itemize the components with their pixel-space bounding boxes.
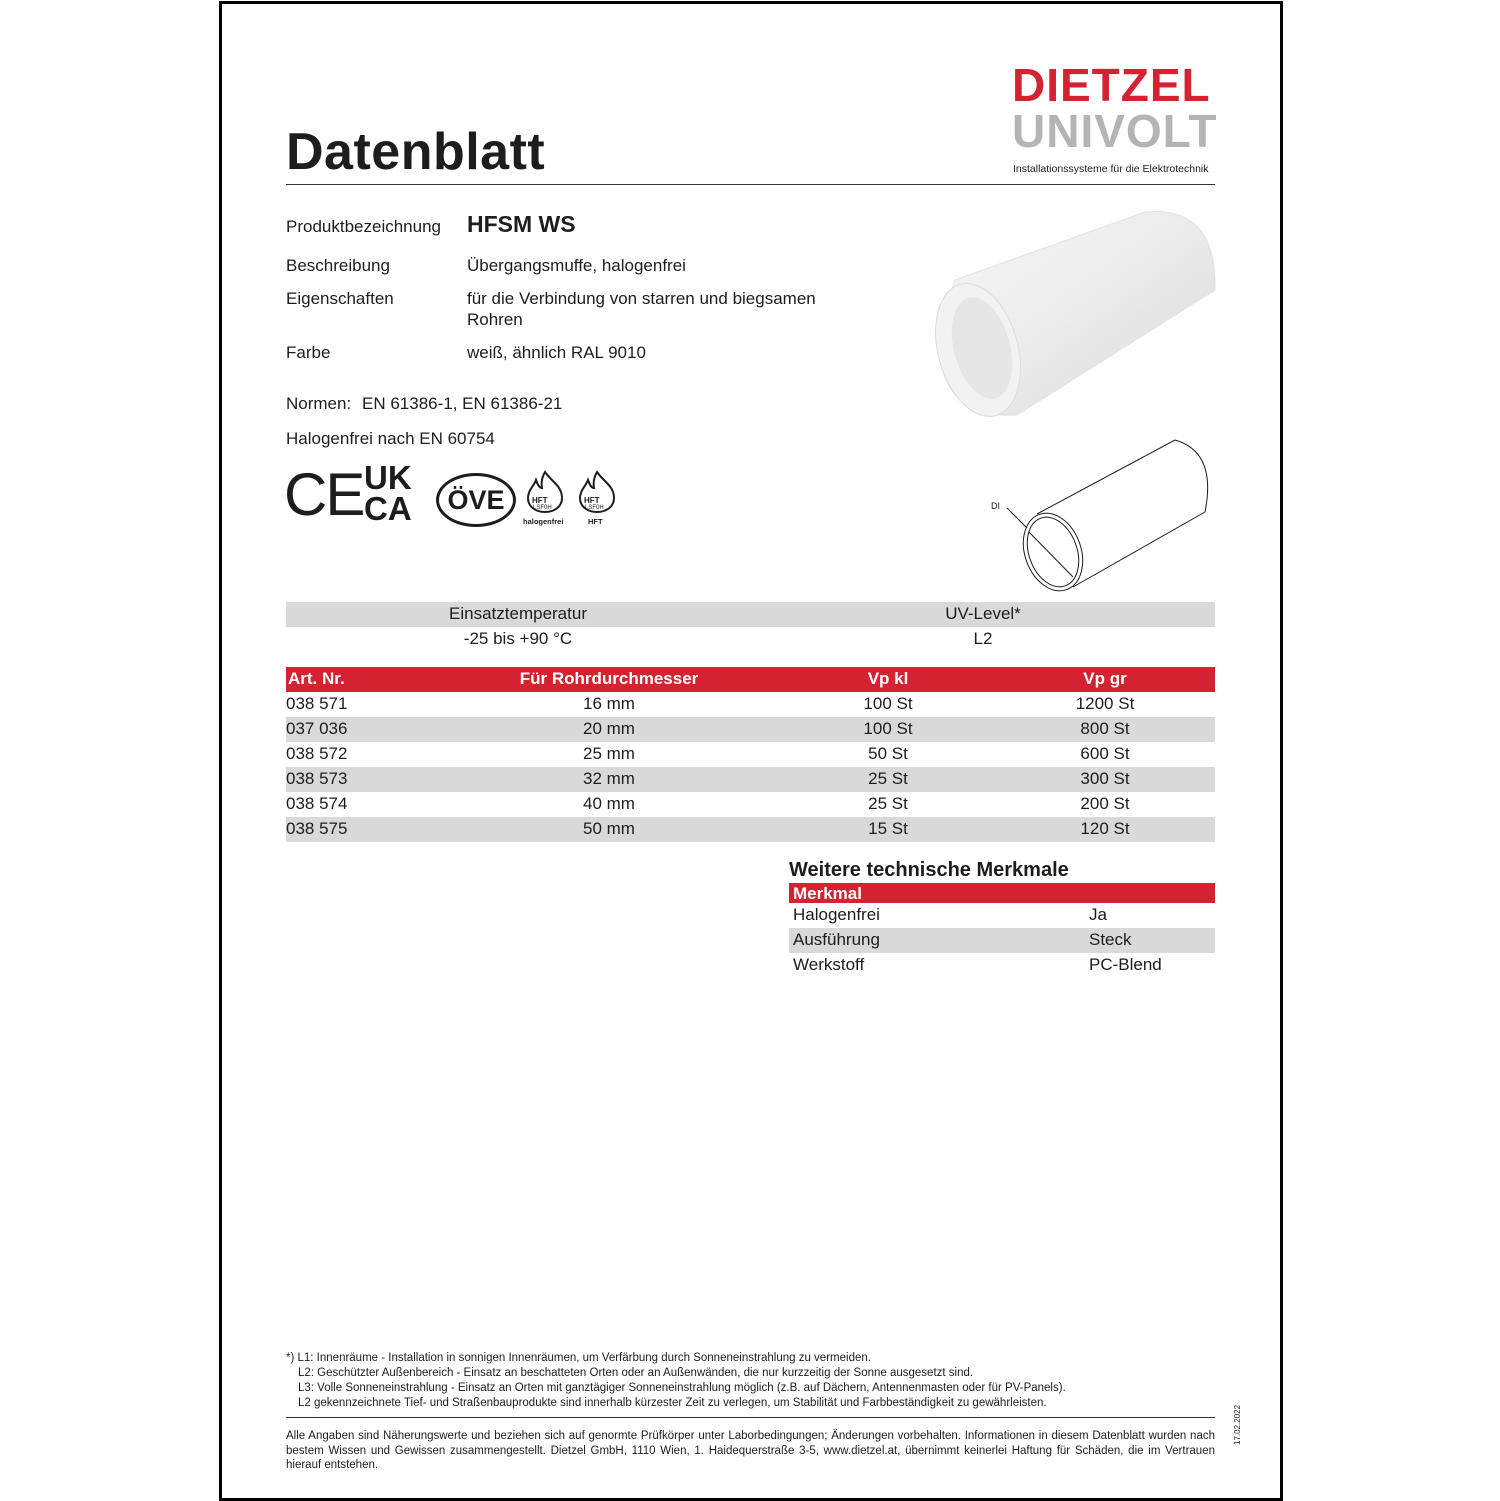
ukca-mark-line2: CA bbox=[364, 490, 412, 527]
footnote-l3: L3: Volle Sonneneinstrahlung - Einsatz an Orten mit ganztägiger Sonneneinstrahlung möglich (z.B. auf Dächern, Antennenmasten oder für PV-Panels). bbox=[298, 1382, 1066, 1394]
footnote-l2-note: L2 gekennzeichnete Tief- und Straßenbauprodukte sind innerhalb kürzester Zeit zu verlegen, um Stabilität und Farbbeständigkeit zu gewährleisten. bbox=[298, 1397, 1047, 1409]
properties-value-line2: Rohren bbox=[467, 310, 523, 329]
art-nr: 038 572 bbox=[286, 744, 348, 763]
logo-dietzel: DIETZEL bbox=[1012, 59, 1211, 111]
art-nr: 037 036 bbox=[286, 719, 348, 738]
vp-kl: 25 St bbox=[868, 769, 908, 788]
description-value: Übergangsmuffe, halogenfrei bbox=[467, 256, 686, 275]
ove-mark: ÖVE bbox=[436, 473, 516, 527]
temp-header: Einsatztemperatur bbox=[449, 604, 587, 623]
vp-kl: 25 St bbox=[868, 794, 908, 813]
table-row bbox=[286, 767, 1215, 792]
article-table-header bbox=[286, 667, 1215, 692]
ukca-mark-line1: UK bbox=[364, 459, 412, 496]
vp-gr: 120 St bbox=[1080, 819, 1130, 838]
table-row bbox=[286, 742, 1215, 767]
hft-caption: halogenfrei bbox=[523, 517, 564, 526]
feature-name: Werkstoff bbox=[793, 955, 865, 974]
lsf0h-label: LSF0H bbox=[585, 505, 604, 511]
feature-value: PC-Blend bbox=[1089, 955, 1162, 974]
logo-tagline: Installationssysteme für die Elektrotechnik bbox=[1013, 163, 1209, 175]
table-row bbox=[286, 717, 1215, 742]
feature-name: Ausführung bbox=[793, 930, 880, 949]
table-row bbox=[789, 903, 1215, 928]
description-label: Beschreibung bbox=[286, 256, 390, 275]
properties-label: Eigenschaften bbox=[286, 289, 394, 308]
temp-table-header bbox=[286, 602, 1215, 627]
features-header bbox=[789, 883, 1215, 903]
diameter: 20 mm bbox=[583, 719, 635, 738]
properties-value-line1: für die Verbindung von starren und biegsamen bbox=[467, 289, 816, 308]
revision-date: 17.02.2022 bbox=[1233, 1404, 1242, 1445]
features-header-label: Merkmal bbox=[793, 884, 862, 903]
vp-gr: 300 St bbox=[1080, 769, 1130, 788]
uv-value: L2 bbox=[973, 629, 993, 648]
footnote-l2: L2: Geschützter Außenbereich - Einsatz an beschatteten Orten oder an Außenwänden, die nur kurzzeitig der Sonne ausgesetzt sind. bbox=[298, 1367, 974, 1379]
col-vp-gr: Vp gr bbox=[1083, 669, 1127, 688]
art-nr: 038 571 bbox=[286, 694, 348, 713]
footnote-l1: *) L1: Innenräume - Installation in sonnigen Innenräumen, um Verfärbung durch Sonneneinstrahlung zu vermeiden. bbox=[286, 1352, 871, 1364]
col-art-nr: Art. Nr. bbox=[288, 669, 345, 688]
diameter: 50 mm bbox=[583, 819, 635, 838]
table-row bbox=[789, 953, 1215, 978]
logo-univolt: UNIVOLT bbox=[1012, 105, 1218, 157]
color-value: weiß, ähnlich RAL 9010 bbox=[467, 343, 646, 362]
feature-value: Steck bbox=[1089, 930, 1132, 949]
vp-kl: 100 St bbox=[863, 694, 913, 713]
hft-caption: HFT bbox=[588, 517, 603, 526]
vp-kl: 100 St bbox=[863, 719, 913, 738]
hft-mark bbox=[574, 470, 620, 530]
di-label: DI bbox=[991, 501, 1000, 511]
disclaimer: Alle Angaben sind Näherungswerte und beziehen sich auf genormte Prüfkörper unter Laborbedingungen; Änderungen vorbehalten. Informationen in diesem Datenblatt wurden nach bestem Wissen und Gewissen zusammengestellt. Dietzel GmbH, 1110 Wien, 1. Haidequerstraße 3-5, www.dietzel.at, übernimmt keinerlei Haftung für Schäden, die im Vertrauen hierauf entstehen. bbox=[286, 1430, 1215, 1471]
vp-gr: 1200 St bbox=[1075, 694, 1135, 713]
technical-drawing bbox=[985, 432, 1225, 597]
hft-label: HFT bbox=[584, 496, 600, 505]
vp-gr: 600 St bbox=[1080, 744, 1130, 763]
halogen-note: Halogenfrei nach EN 60754 bbox=[286, 429, 495, 448]
product-name: HFSM WS bbox=[467, 211, 576, 237]
diameter: 25 mm bbox=[583, 744, 635, 763]
norms-label: Normen: bbox=[286, 394, 352, 413]
ukca-mark bbox=[364, 459, 412, 527]
footer-divider bbox=[286, 1417, 1215, 1418]
art-nr: 038 575 bbox=[286, 819, 348, 838]
norms-value: EN 61386-1, EN 61386-21 bbox=[362, 394, 563, 413]
lsf0h-label: LSF0H bbox=[533, 505, 552, 511]
color-label: Farbe bbox=[286, 343, 331, 362]
vp-gr: 800 St bbox=[1080, 719, 1130, 738]
temp-table-row bbox=[286, 627, 1215, 652]
uv-header: UV-Level* bbox=[945, 604, 1021, 623]
hft-halogenfrei-mark bbox=[522, 470, 568, 530]
product-photo bbox=[925, 200, 1225, 430]
vp-kl: 50 St bbox=[868, 744, 908, 763]
diameter: 40 mm bbox=[583, 794, 635, 813]
table-row bbox=[286, 692, 1215, 717]
hft-label: HFT bbox=[532, 496, 548, 505]
product-name-label: Produktbezeichnung bbox=[286, 217, 442, 236]
feature-value: Ja bbox=[1089, 905, 1107, 924]
table-row bbox=[789, 928, 1215, 953]
diameter: 32 mm bbox=[583, 769, 635, 788]
table-row bbox=[286, 817, 1215, 842]
page-title: Datenblatt bbox=[286, 123, 546, 181]
ce-mark: CE bbox=[284, 461, 364, 528]
table-row bbox=[286, 792, 1215, 817]
vp-kl: 15 St bbox=[868, 819, 908, 838]
col-diameter: Für Rohrdurchmesser bbox=[519, 669, 699, 688]
art-nr: 038 573 bbox=[286, 769, 348, 788]
feature-name: Halogenfrei bbox=[793, 905, 880, 924]
features-title: Weitere technische Merkmale bbox=[789, 859, 1069, 881]
vp-gr: 200 St bbox=[1080, 794, 1130, 813]
header-divider bbox=[286, 184, 1215, 185]
temp-value: -25 bis +90 °C bbox=[463, 629, 573, 648]
col-vp-kl: Vp kl bbox=[867, 669, 909, 688]
art-nr: 038 574 bbox=[286, 794, 348, 813]
diameter: 16 mm bbox=[583, 694, 635, 713]
